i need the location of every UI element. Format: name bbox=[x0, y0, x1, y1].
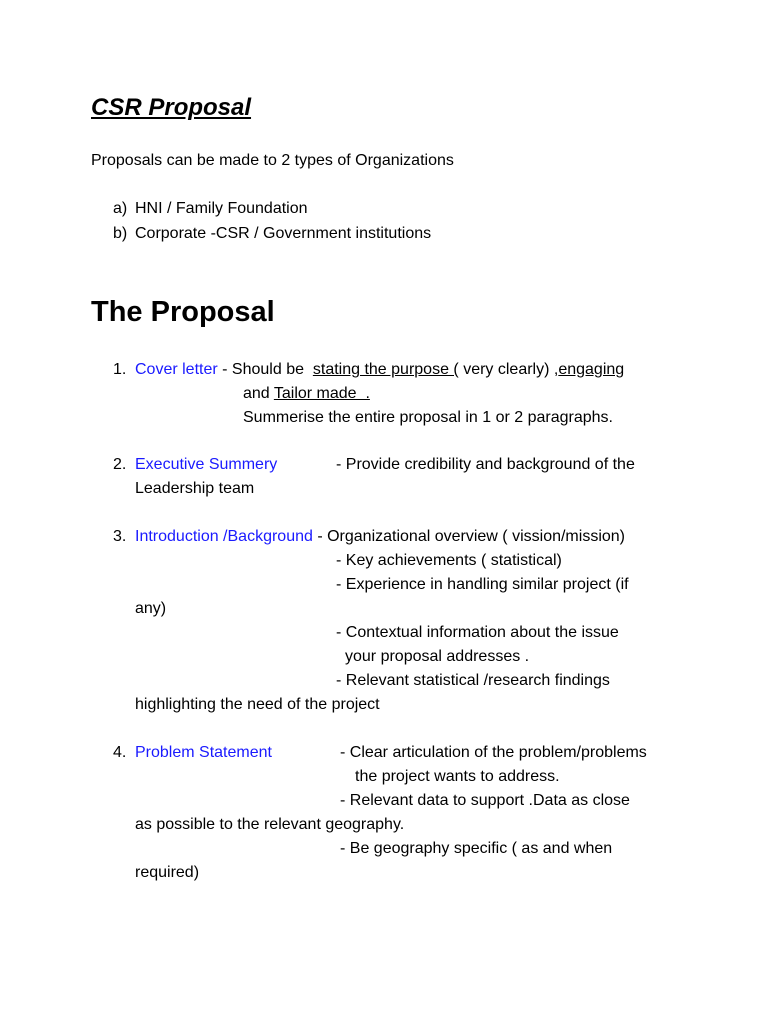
section-title: Executive Summery bbox=[135, 456, 278, 473]
section-text: the project wants to address. bbox=[355, 768, 560, 785]
section-text: very clearly) , bbox=[458, 361, 559, 378]
section-line bbox=[243, 384, 370, 404]
section-text: - Organizational overview ( vission/mission) bbox=[312, 528, 625, 545]
section-text: - Experience in handling similar project (if bbox=[336, 576, 629, 593]
section-text: - Relevant data to support .Data as close bbox=[340, 792, 630, 809]
section-text: your proposal addresses . bbox=[345, 648, 530, 665]
section-title: Problem Statement bbox=[135, 744, 272, 761]
section-text: - Key achievements ( statistical) bbox=[336, 552, 562, 569]
section-text: Summerise the entire proposal in 1 or 2 paragraphs. bbox=[243, 409, 613, 426]
section-text: - Contextual information about the issue bbox=[336, 624, 619, 641]
section-number: 3. bbox=[113, 528, 127, 545]
section-text: any) bbox=[135, 600, 167, 617]
section-text: required) bbox=[135, 864, 200, 881]
section-text: and bbox=[243, 385, 274, 402]
underlined-text: Tailor made . bbox=[273, 385, 370, 402]
document-title: CSR Proposal bbox=[91, 94, 252, 121]
intro-text: Proposals can be made to 2 types of Organizations bbox=[91, 152, 454, 169]
section-text: Leadership team bbox=[135, 480, 255, 497]
section-number: 2. bbox=[113, 456, 127, 473]
section-title: Cover letter bbox=[135, 361, 218, 378]
section-line bbox=[135, 527, 625, 547]
section-text: - Clear articulation of the problem/problems bbox=[340, 744, 647, 761]
list-item: HNI / Family Foundation bbox=[135, 200, 308, 217]
underlined-text: stating the purpose ( bbox=[312, 361, 459, 378]
section-text: as possible to the relevant geography. bbox=[135, 816, 405, 833]
section-heading: The Proposal bbox=[91, 296, 275, 328]
section-number: 4. bbox=[113, 744, 127, 761]
list-marker: b) bbox=[113, 225, 128, 242]
section-text: - Relevant statistical /research findings bbox=[336, 672, 610, 689]
section-title: Introduction /Background bbox=[135, 528, 313, 545]
list-marker: a) bbox=[113, 200, 128, 217]
section-text: highlighting the need of the project bbox=[135, 696, 380, 713]
list-item: Corporate -CSR / Government institutions bbox=[135, 225, 432, 242]
section-line bbox=[135, 360, 624, 380]
section-number: 1. bbox=[113, 361, 127, 378]
underlined-text: engaging bbox=[558, 361, 625, 378]
section-text: - Be geography specific ( as and when bbox=[340, 840, 613, 857]
section-text: - Provide credibility and background of the bbox=[336, 456, 635, 473]
section-text: - Should be bbox=[217, 361, 313, 378]
